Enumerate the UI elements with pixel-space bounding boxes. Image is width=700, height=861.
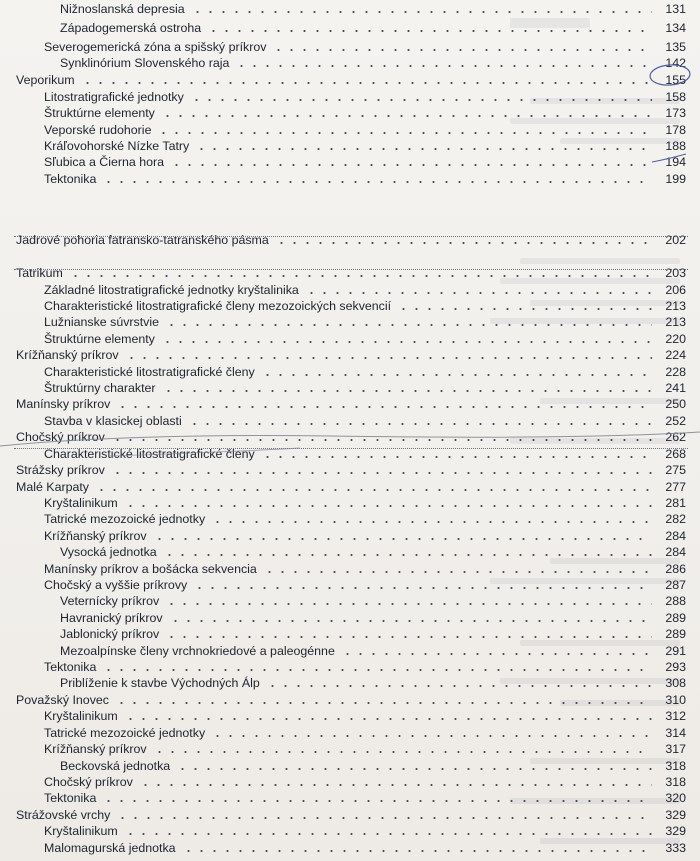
toc-entry-title: Tatrické mezozoické jednotky bbox=[44, 726, 206, 740]
toc-entry-page-number: 178 bbox=[665, 123, 686, 137]
toc-entry-title: Manínsky príkrov a bošácka sekvencia bbox=[44, 562, 257, 576]
toc-entry-page-number: 203 bbox=[665, 266, 686, 280]
toc-entry-title: Jadrové pohoria fatransko-tatranského pásma bbox=[16, 233, 269, 247]
toc-entry-page-number: 252 bbox=[665, 414, 686, 428]
toc-entry-title: Veporské rudohorie bbox=[44, 123, 152, 137]
toc-entry-title: Stavba v klasickej oblasti bbox=[44, 414, 182, 428]
toc-entry-title: Synklinórium Slovenského raja bbox=[60, 56, 230, 70]
toc-entry-title: Charakteristické litostratigrafické členy bbox=[44, 447, 255, 461]
toc-entry-title: Strážovské vrchy bbox=[16, 808, 111, 822]
toc-entry-title: Považský Inovec bbox=[16, 693, 109, 707]
toc-entry-title: Severogemerická zóna a spišský príkrov bbox=[44, 40, 267, 54]
toc-entry-page-number: 289 bbox=[665, 627, 686, 641]
toc-entry-title: Kráľovohorské Nízke Tatry bbox=[44, 139, 190, 153]
toc-entry-page-number: 155 bbox=[665, 73, 686, 87]
toc-entry-page-number: 284 bbox=[665, 545, 686, 559]
toc-entry-page-number: 213 bbox=[665, 315, 686, 329]
toc-entry-title: Tektonika bbox=[44, 172, 97, 186]
toc-entry-page-number: 134 bbox=[665, 21, 686, 35]
toc-entry-page-number: 314 bbox=[665, 726, 686, 740]
toc-entry-page-number: 288 bbox=[665, 594, 686, 608]
toc-entry-title: Manínsky príkrov bbox=[16, 397, 111, 411]
toc-entry-title: Chočský príkrov bbox=[44, 775, 133, 789]
toc-entry-title: Litostratigrafické jednotky bbox=[44, 90, 184, 104]
toc-entry-page-number: 320 bbox=[665, 791, 686, 805]
toc-entry-page-number: 317 bbox=[665, 742, 686, 756]
toc-entry-page-number: 206 bbox=[665, 283, 686, 297]
toc-entry-title: Mezoalpínske členy vrchnokriedové a paleogénne bbox=[60, 644, 335, 658]
toc-entry-page-number: 262 bbox=[665, 430, 686, 444]
toc-entry-page-number: 308 bbox=[665, 676, 686, 690]
toc-entry-title: Tektonika bbox=[44, 791, 97, 805]
toc-entry-title: Havranický príkrov bbox=[60, 611, 163, 625]
section-separator bbox=[14, 448, 688, 449]
toc-entry-page-number: 220 bbox=[665, 332, 686, 346]
toc-entry-page-number: 224 bbox=[665, 348, 686, 362]
toc-entry-title: Strážsky príkrov bbox=[16, 463, 105, 477]
toc-entry-title: Nižnoslanská depresia bbox=[60, 2, 185, 16]
toc-entry-title: Základné litostratigrafické jednotky kryštalinika bbox=[44, 283, 299, 297]
toc-entry-title: Štruktúrne elementy bbox=[44, 106, 155, 120]
toc-entry-page-number: 333 bbox=[665, 841, 686, 855]
toc-entry-title: Charakteristické litostratigrafické členy bbox=[44, 365, 255, 379]
toc-entry-title: Chočský príkrov bbox=[16, 430, 105, 444]
dot-leader bbox=[275, 242, 652, 244]
toc-entry-page-number: 310 bbox=[665, 693, 686, 707]
toc-entry-page-number: 241 bbox=[665, 381, 686, 395]
toc-entry-page-number: 312 bbox=[665, 709, 686, 723]
toc-entry-page-number: 287 bbox=[665, 578, 686, 592]
toc-entry-title: Beckovská jednotka bbox=[60, 759, 171, 773]
toc-entry-page-number: 202 bbox=[665, 233, 686, 247]
toc-entry-page-number: 293 bbox=[665, 660, 686, 674]
toc-entry-title: Krížňanský príkrov bbox=[44, 529, 147, 543]
section-separator bbox=[14, 236, 688, 237]
toc-entry-page-number: 284 bbox=[665, 529, 686, 543]
toc-entry-page-number: 250 bbox=[665, 397, 686, 411]
toc-entry-title: Kryštalinikum bbox=[44, 709, 118, 723]
toc-entry[interactable] bbox=[16, 0, 686, 16]
toc-entry-page-number: 228 bbox=[665, 365, 686, 379]
toc-entry-title: Lužnianske súvrstvie bbox=[44, 315, 160, 329]
toc-entry-title: Vysocká jednotka bbox=[60, 545, 157, 559]
dot-leader bbox=[191, 11, 652, 13]
toc-entry-page-number: 188 bbox=[665, 139, 686, 153]
toc-entry-title: Charakteristické litostratigrafické členy mezozoických sekvencií bbox=[44, 299, 392, 313]
toc-entry-title: Jablonický príkrov bbox=[60, 627, 160, 641]
dot-leader bbox=[102, 181, 652, 183]
toc-entry-page-number: 142 bbox=[665, 56, 686, 70]
toc-entry-page-number: 286 bbox=[665, 562, 686, 576]
toc-entry[interactable] bbox=[16, 835, 686, 855]
toc-entry-title: Kryštalinikum bbox=[44, 824, 118, 838]
dot-leader bbox=[207, 30, 652, 32]
toc-entry-title: Tatrikum bbox=[16, 266, 63, 280]
toc-entry-page-number: 173 bbox=[665, 106, 686, 120]
toc-entry-page-number: 194 bbox=[665, 155, 686, 169]
toc-entry-title: Veternícky príkrov bbox=[60, 594, 160, 608]
toc-entry-page-number: 275 bbox=[665, 463, 686, 477]
toc-entry-title: Kryštalinikum bbox=[44, 496, 118, 510]
toc-entry-page-number: 329 bbox=[665, 824, 686, 838]
toc-entry-page-number: 282 bbox=[665, 512, 686, 526]
toc-entry[interactable] bbox=[16, 227, 686, 247]
toc-entry[interactable] bbox=[16, 166, 686, 186]
toc-entry-page-number: 318 bbox=[665, 775, 686, 789]
toc-entry-title: Štruktúrne elementy bbox=[44, 332, 155, 346]
toc-entry-page-number: 289 bbox=[665, 611, 686, 625]
toc-entry[interactable] bbox=[16, 15, 686, 35]
toc-entry-page-number: 268 bbox=[665, 447, 686, 461]
toc-entry-title: Veporikum bbox=[16, 73, 75, 87]
toc-entry-title: Chočský a vyššie príkrovy bbox=[44, 578, 188, 592]
toc-entry-title: Tatrické mezozoické jednotky bbox=[44, 512, 206, 526]
toc-entry-page-number: 281 bbox=[665, 496, 686, 510]
toc-entry-title: Štruktúrny charakter bbox=[44, 381, 156, 395]
toc-entry-title: Malé Karpaty bbox=[16, 480, 90, 494]
section-separator bbox=[14, 269, 688, 270]
toc-entry-title: Malomagurská jednotka bbox=[44, 841, 176, 855]
toc-entry-page-number: 158 bbox=[665, 90, 686, 104]
dot-leader bbox=[182, 850, 652, 852]
toc-entry-title: Sľubica a Čierna hora bbox=[44, 155, 165, 169]
toc-entry-page-number: 131 bbox=[665, 2, 686, 16]
toc-entry-page-number: 318 bbox=[665, 759, 686, 773]
toc-entry-title: Krížňanský príkrov bbox=[16, 348, 119, 362]
toc-entry-page-number: 199 bbox=[665, 172, 686, 186]
toc-entry-page-number: 329 bbox=[665, 808, 686, 822]
toc-entry-page-number: 291 bbox=[665, 644, 686, 658]
toc-entry-title: Priblíženie k stavbe Východných Álp bbox=[60, 676, 260, 690]
toc-entry-title: Tektonika bbox=[44, 660, 97, 674]
toc-entry-page-number: 213 bbox=[665, 299, 686, 313]
toc-entry-title: Krížňanský príkrov bbox=[44, 742, 147, 756]
toc-entry-title: Západogemerská ostroha bbox=[60, 21, 202, 35]
toc-entry-page-number: 277 bbox=[665, 480, 686, 494]
toc-entry-page-number: 135 bbox=[665, 40, 686, 54]
